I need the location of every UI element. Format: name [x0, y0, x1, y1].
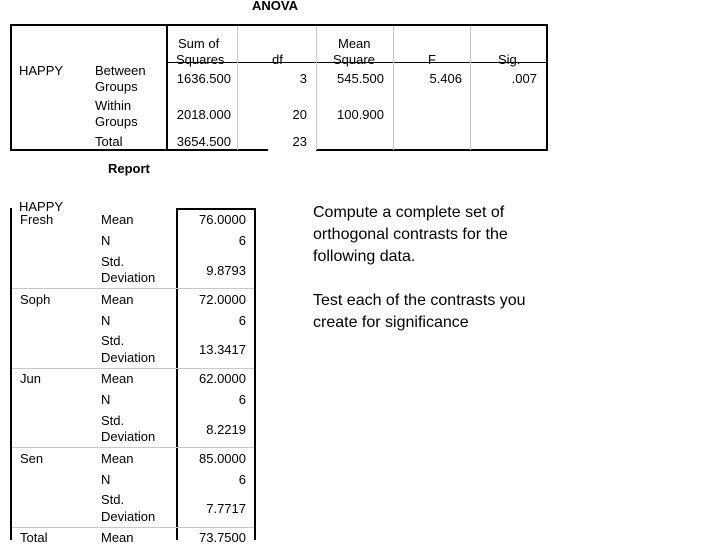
- ms-header: Square: [333, 52, 375, 67]
- stat-label: Mean: [101, 451, 134, 466]
- row-label: Total: [95, 134, 123, 149]
- f-value: 5.406: [429, 71, 462, 86]
- df-header: df: [272, 52, 283, 67]
- stat-label: Deviation: [101, 350, 156, 365]
- report-title: Report: [108, 161, 150, 176]
- group-name: Soph: [20, 292, 51, 307]
- report-dependent-label: HAPPY: [19, 199, 64, 214]
- anova-top-border: [10, 24, 548, 26]
- std-value: 13.3417: [199, 342, 246, 357]
- stat-label: Deviation: [101, 270, 156, 285]
- sig-value: .007: [511, 71, 537, 86]
- group-name: Fresh: [20, 212, 54, 227]
- n-value: 6: [238, 392, 246, 407]
- instruction-line: orthogonal contrasts for the: [313, 226, 508, 243]
- stat-label: Mean: [101, 212, 134, 227]
- row-label: Groups: [95, 114, 138, 129]
- stat-label: Deviation: [101, 509, 156, 524]
- ss-header: Squares: [176, 52, 225, 67]
- anova-label-divider: [166, 26, 168, 151]
- stat-label: Std.: [101, 254, 125, 269]
- group-name: Total: [20, 530, 48, 545]
- std-value: 7.7717: [206, 501, 246, 516]
- anova-col-line: [316, 26, 317, 150]
- f-header: F: [428, 52, 436, 67]
- n-value: 6: [238, 472, 246, 487]
- report-left-border: [10, 208, 12, 540]
- mean-value: 72.0000: [199, 292, 246, 307]
- anova-right-border: [546, 24, 548, 151]
- anova-col-line: [237, 26, 238, 150]
- row-label: Between: [95, 63, 146, 78]
- stat-label: Std.: [101, 333, 125, 348]
- instructions: [313, 202, 526, 334]
- stat-label: Deviation: [101, 429, 156, 444]
- group-name: Sen: [20, 451, 44, 466]
- df-value: 23: [292, 134, 307, 149]
- anova-title: ANOVA: [252, 0, 298, 13]
- stat-label: Mean: [101, 530, 134, 545]
- anova-col-line: [470, 26, 471, 150]
- ms-header: Mean: [338, 36, 371, 51]
- stat-label: N: [101, 313, 111, 328]
- anova-left-border: [10, 24, 12, 151]
- instruction-line: following data.: [313, 248, 416, 265]
- stat-label: Std.: [101, 492, 125, 507]
- n-value: 6: [238, 233, 246, 248]
- ss-header: Sum of: [178, 36, 220, 51]
- mean-value: 62.0000: [199, 371, 246, 386]
- df-value: 3: [299, 71, 307, 86]
- ms-value: 100.900: [337, 107, 384, 122]
- group-divider: [12, 447, 254, 448]
- report-right-border: [254, 208, 256, 540]
- row-label: Within: [95, 98, 132, 113]
- anova-bottom-border-right: [316, 149, 548, 151]
- stat-label: N: [101, 392, 111, 407]
- group-divider: [12, 527, 254, 528]
- anova-bottom-border-left: [10, 149, 268, 151]
- stat-label: Mean: [101, 371, 134, 386]
- instruction-line: Test each of the contrasts you: [313, 292, 526, 309]
- sig-header: Sig.: [498, 52, 521, 67]
- spacer: [313, 268, 526, 290]
- anova-col-line: [393, 26, 394, 150]
- ss-value: 1636.500: [176, 71, 231, 86]
- stat-label: N: [101, 233, 111, 248]
- report-value-top-border: [176, 208, 256, 210]
- mean-value: 73.7500: [199, 530, 246, 545]
- ms-value: 545.500: [337, 71, 384, 86]
- row-label: Groups: [95, 79, 138, 94]
- mean-value: 85.0000: [199, 451, 246, 466]
- instruction-line: create for significance: [313, 314, 469, 331]
- df-value: 20: [292, 107, 307, 122]
- stat-label: Mean: [101, 292, 134, 307]
- instruction-line: Compute a complete set of: [313, 204, 505, 221]
- ss-value: 3654.500: [176, 134, 231, 149]
- group-divider: [12, 368, 254, 369]
- stat-label: Std.: [101, 413, 125, 428]
- n-value: 6: [238, 313, 246, 328]
- mean-value: 76.0000: [199, 212, 246, 227]
- std-value: 9.8793: [206, 263, 246, 278]
- stat-label: N: [101, 472, 111, 487]
- ss-value: 2018.000: [176, 107, 231, 122]
- std-value: 8.2219: [206, 422, 246, 437]
- group-divider: [12, 288, 254, 289]
- anova-dependent-label: HAPPY: [19, 63, 64, 78]
- group-name: Jun: [20, 371, 41, 386]
